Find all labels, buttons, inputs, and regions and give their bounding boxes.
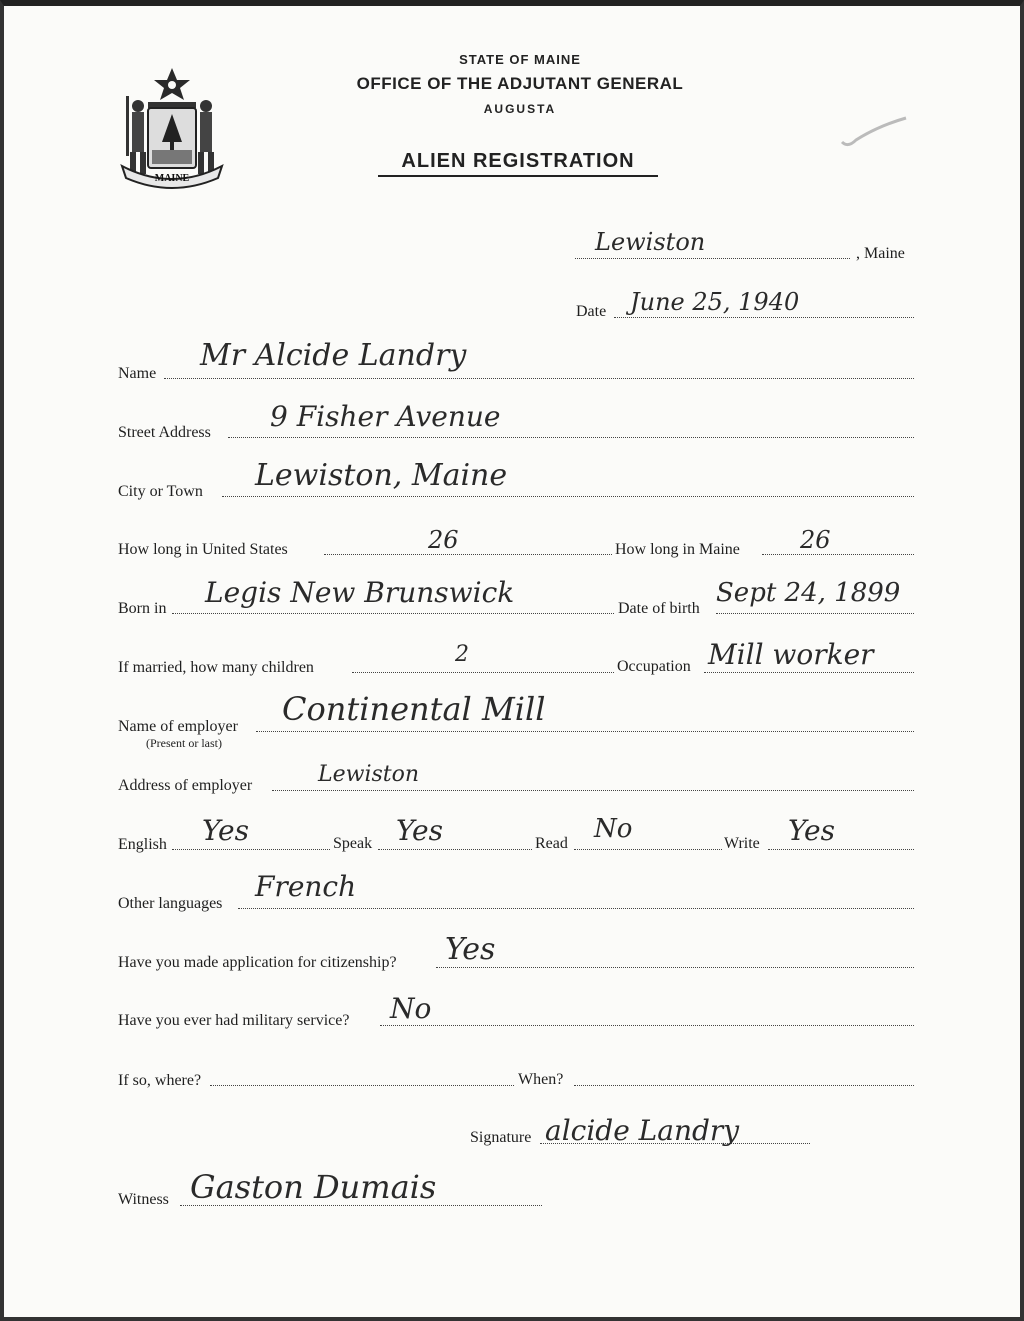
employer-address-label: Address of employer <box>118 777 253 794</box>
if-so-where-label: If so, where? <box>118 1072 202 1089</box>
english-label: English <box>118 836 167 853</box>
write-label: Write <box>724 835 760 852</box>
employer-address-entry: Lewiston <box>318 762 420 787</box>
military-line <box>380 1025 914 1026</box>
other-languages-label: Other languages <box>118 895 223 912</box>
name-line <box>164 378 914 379</box>
citizenship-label: Have you made application for citizenship? <box>118 954 397 971</box>
citizenship-line <box>436 967 914 968</box>
date-of-birth-label: Date of birth <box>618 600 700 617</box>
employer-name-label: Name of employer <box>118 718 238 735</box>
occupation-entry: Mill worker <box>708 638 874 671</box>
employer-address-line <box>272 790 914 791</box>
name-label: Name <box>118 365 157 382</box>
date-label: Date <box>576 303 607 320</box>
street-address-label: Street Address <box>118 424 211 441</box>
street-address-entry: 9 Fisher Avenue <box>270 400 501 433</box>
speak-line <box>378 849 532 850</box>
children-line <box>352 672 614 673</box>
when-line <box>574 1085 914 1086</box>
city-heading: AUGUSTA <box>483 102 557 116</box>
check-mark-icon <box>838 112 910 152</box>
how-long-us-entry: 26 <box>428 526 459 554</box>
date-line <box>614 317 914 318</box>
city-or-town-line <box>222 496 914 497</box>
seal-maine-text: MAINE <box>154 173 190 184</box>
town-entry: Lewiston <box>595 228 706 256</box>
other-languages-entry: French <box>255 870 357 903</box>
signature-entry: alcide Landry <box>545 1114 740 1147</box>
english-entry: Yes <box>202 814 249 847</box>
military-entry: No <box>390 992 432 1025</box>
write-line <box>768 849 914 850</box>
employer-note: (Present or last) <box>146 736 222 750</box>
occupation-line <box>704 672 914 673</box>
city-or-town-label: City or Town <box>118 483 203 500</box>
children-entry: 2 <box>455 642 469 667</box>
witness-label: Witness <box>118 1191 169 1208</box>
street-address-line <box>228 437 914 438</box>
form-title: ALIEN REGISTRATION <box>378 150 658 177</box>
witness-entry: Gaston Dumais <box>190 1168 437 1206</box>
employer-name-line <box>256 731 914 732</box>
how-long-maine-entry: 26 <box>800 526 831 554</box>
other-languages-line <box>238 908 914 909</box>
how-long-us-line <box>324 554 612 555</box>
speak-label: Speak <box>333 835 373 852</box>
read-label: Read <box>535 835 568 852</box>
military-label: Have you ever had military service? <box>118 1012 350 1029</box>
office-heading: OFFICE OF THE ADJUTANT GENERAL <box>356 74 684 93</box>
when-label: When? <box>518 1071 564 1088</box>
write-entry: Yes <box>788 814 835 847</box>
name-entry: Mr Alcide Landry <box>200 338 467 373</box>
maine-suffix: , Maine <box>856 245 905 262</box>
how-long-maine-label: How long in Maine <box>615 541 740 558</box>
how-long-maine-line <box>762 554 914 555</box>
how-long-us-label: How long in United States <box>118 541 288 558</box>
read-entry: No <box>594 814 633 844</box>
speak-entry: Yes <box>396 814 443 847</box>
if-so-where-line <box>210 1085 514 1086</box>
date-of-birth-entry: Sept 24, 1899 <box>716 578 901 608</box>
english-line <box>172 849 330 850</box>
read-line <box>574 849 722 850</box>
occupation-label: Occupation <box>617 658 691 675</box>
children-label: If married, how many children <box>118 659 314 676</box>
born-in-label: Born in <box>118 600 167 617</box>
born-in-line <box>172 613 614 614</box>
born-in-entry: Legis New Brunswick <box>205 576 515 609</box>
city-or-town-entry: Lewiston, Maine <box>255 458 508 493</box>
date-of-birth-line <box>716 613 914 614</box>
town-line <box>575 258 850 259</box>
employer-name-entry: Continental Mill <box>282 690 546 728</box>
date-entry: June 25, 1940 <box>630 288 800 316</box>
signature-label: Signature <box>470 1129 532 1146</box>
state-heading: STATE OF MAINE <box>459 52 581 67</box>
citizenship-entry: Yes <box>445 932 496 967</box>
maine-state-seal <box>118 66 226 190</box>
